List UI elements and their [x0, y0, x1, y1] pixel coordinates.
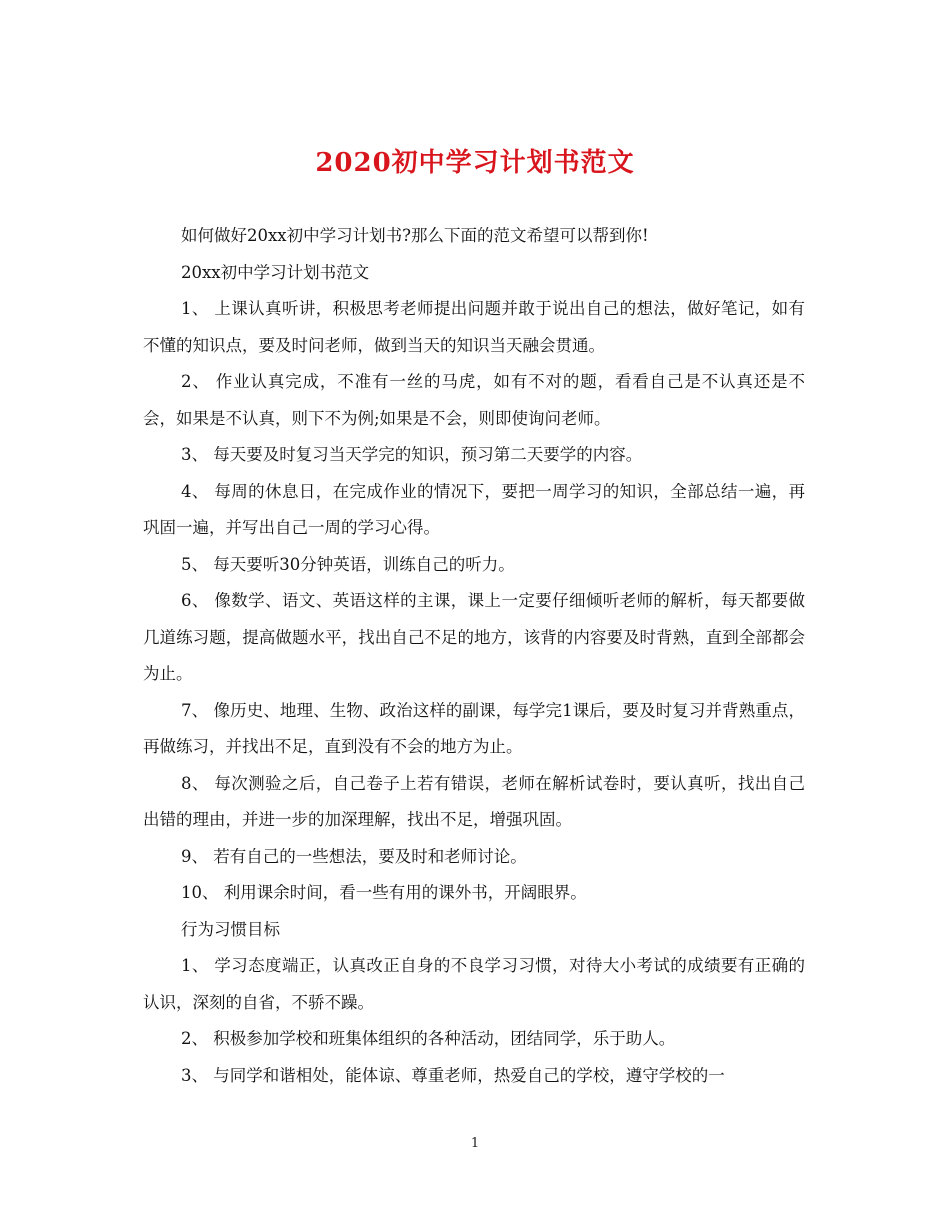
- paragraph-item-1: 1、 上课认真听讲，积极思考老师提出问题并敢于说出自己的想法，做好笔记，如有不懂的知识点，要及时问老师，做到当天的知识当天融会贯通。: [143, 299, 805, 355]
- paragraph-item-5: 5、 每天要听30分钟英语，训练自己的听力。: [181, 554, 515, 574]
- paragraph-item-2: 2、 作业认真完成，不准有一丝的马虎，如有不对的题，看看自己是不认真还是不会，如果是不认真，则下不为例;如果是不会，则即使询问老师。: [143, 372, 805, 428]
- paragraph-item-6: 6、 像数学、语文、英语这样的主课，课上一定要仔细倾听老师的解析，每天都要做几道练习题，提高做题水平，找出自己不足的地方，该背的内容要及时背熟，直到全部都会为止。: [143, 591, 805, 683]
- paragraph-item-4: 4、 每周的休息日，在完成作业的情况下，要把一周学习的知识，全部总结一遍，再巩固一遍，并写出自己一周的学习心得。: [143, 481, 805, 537]
- paragraph-intro: 如何做好20xx初中学习计划书?那么下面的范文希望可以帮到你!: [181, 226, 649, 245]
- paragraph-behavior-3: 3、 与同学和谐相处，能体谅、尊重老师，热爱自己的学校，遵守学校的一: [181, 1065, 725, 1085]
- paragraph-item-8: 8、 每次测验之后，自己卷子上若有错误，老师在解析试卷时，要认真听，找出自己出错的理由，并进一步的加深理解，找出不足，增强巩固。: [143, 773, 805, 829]
- document-body: [143, 218, 805, 1094]
- page-number: 1: [470, 1136, 480, 1151]
- section-heading-behavior: 行为习惯目标: [181, 919, 280, 939]
- document-title: 2020初中学习计划书范文: [315, 148, 635, 178]
- paragraph-behavior-2: 2、 积极参加学校和班集体组织的各种活动，团结同学，乐于助人。: [181, 1029, 676, 1048]
- paragraph-item-7: 7、 像历史、地理、生物、政治这样的副课，每学完1课后，要及时复习并背熟重点，再做练习，并找出不足，直到没有不会的地方为止。: [143, 700, 805, 756]
- paragraph-subtitle: 20xx初中学习计划书范文: [181, 262, 370, 282]
- paragraph-behavior-1: 1、 学习态度端正，认真改正自身的不良学习习惯，对待大小考试的成绩要有正确的认识，深刻的自省，不骄不躁。: [143, 956, 805, 1012]
- paragraph-item-3: 3、 每天要及时复习当天学完的知识，预习第二天要学的内容。: [181, 445, 643, 464]
- paragraph-item-9: 9、 若有自己的一些想法，要及时和老师讨论。: [181, 846, 527, 866]
- paragraph-item-10: 10、 利用课余时间，看一些有用的课外书，开阔眼界。: [181, 883, 587, 902]
